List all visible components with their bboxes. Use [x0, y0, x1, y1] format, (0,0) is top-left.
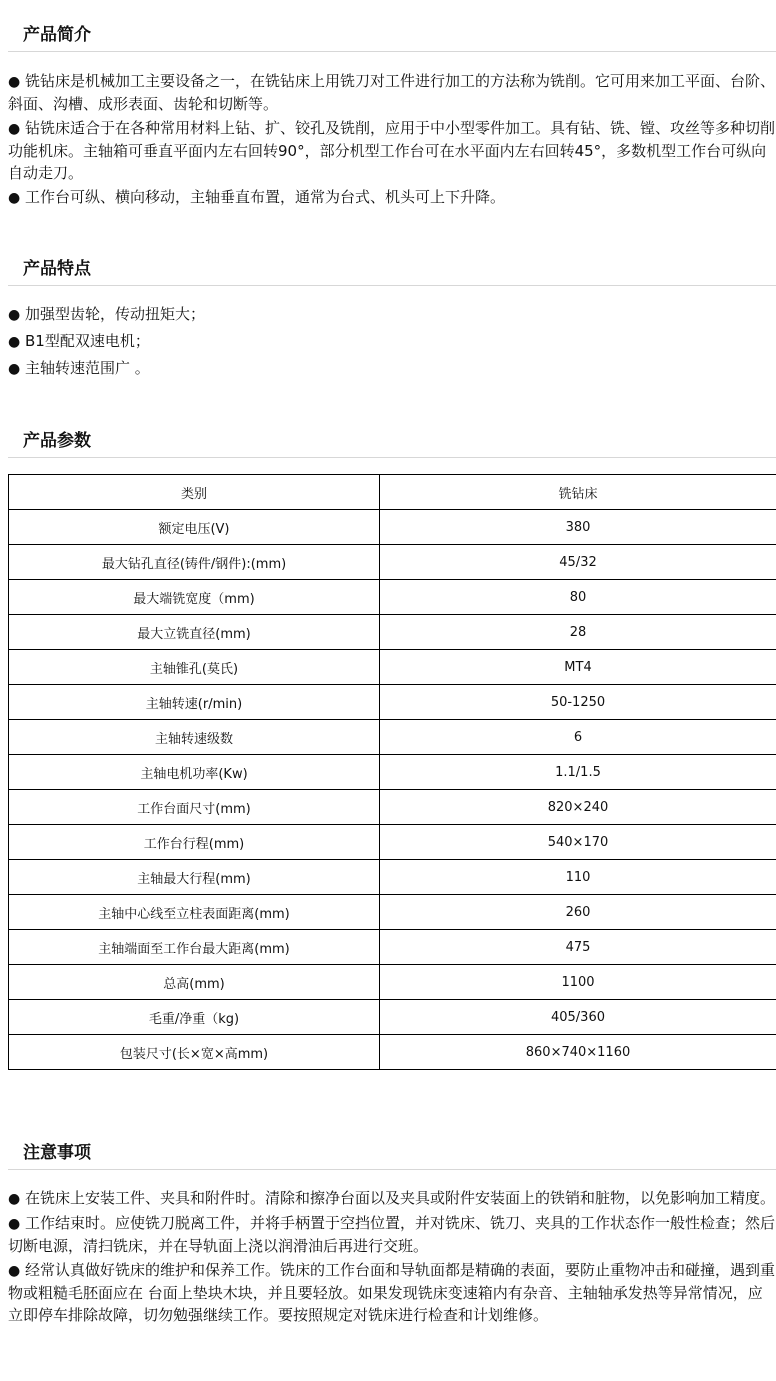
param-value: 475 — [380, 930, 776, 965]
param-value: 50-1250 — [380, 685, 776, 720]
param-label: 主轴转速级数 — [9, 720, 380, 755]
header-cell: 类别 — [9, 475, 380, 510]
table-row — [9, 510, 776, 545]
bullet-icon: ● — [8, 307, 21, 323]
spec-table — [8, 474, 776, 1070]
bullet-icon: ● — [8, 1216, 21, 1232]
param-value: MT4 — [380, 650, 776, 685]
param-label: 主轴锥孔(莫氏) — [9, 650, 380, 685]
intro-section-header — [8, 22, 776, 52]
bullet-icon: ● — [8, 361, 21, 377]
param-value: 820×240 — [380, 790, 776, 825]
features-list — [8, 303, 776, 382]
param-label: 毛重/净重（kg) — [9, 1000, 380, 1035]
note-paragraph-3: ● 经常认真做好铣床的维护和保养工作。铣床的工作台面和导轨面都是精确的表面，要防止重物冲击和碰撞，遇到重物或粗糙毛胚面应在 台面上垫块木块，并且要轻放。如果发现铣床变速箱内有杂音、主轴轴承发热等异常情况，应立即停车排除故障，切勿勉强继续工作。要按照规定对铣床进行检查和计划维修。 — [8, 1261, 776, 1324]
param-value: 540×170 — [380, 825, 776, 860]
notes-paragraphs — [8, 1187, 776, 1328]
header-cell: 铣钻床 — [380, 475, 776, 510]
param-label: 最大立铣直径(mm) — [9, 615, 380, 650]
param-value: 110 — [380, 860, 776, 895]
table-row — [9, 825, 776, 860]
param-label: 额定电压(V) — [9, 510, 380, 545]
param-label: 总高(mm) — [9, 965, 380, 1000]
param-label: 最大钻孔直径(铸件/钢件):(mm) — [9, 545, 380, 580]
table-row — [9, 930, 776, 965]
intro-paragraph-3: ● 工作台可纵、横向移动，主轴垂直布置，通常为台式、机头可上下升降。 — [8, 188, 506, 206]
param-value: 260 — [380, 895, 776, 930]
table-row — [9, 545, 776, 580]
table-row — [9, 615, 776, 650]
bullet-icon: ● — [8, 74, 21, 90]
notes-title: 注意事项 — [23, 1143, 91, 1163]
table-row — [9, 650, 776, 685]
params-section-header — [8, 428, 776, 458]
bullet-icon: ● — [8, 1263, 21, 1279]
param-value: 1.1/1.5 — [380, 755, 776, 790]
table-row — [9, 895, 776, 930]
param-value: 6 — [380, 720, 776, 755]
table-header-row — [9, 475, 776, 510]
bullet-icon: ● — [8, 1191, 21, 1207]
note-paragraph-1: ● 在铣床上安装工件、夹具和附件时。清除和擦净台面以及夹具或附件安装面上的铁销和脏物，以免影响加工精度。 — [8, 1189, 776, 1207]
param-label: 最大端铣宽度（mm) — [9, 580, 380, 615]
param-label: 主轴电机功率(Kw) — [9, 755, 380, 790]
table-row — [9, 1000, 776, 1035]
features-title: 产品特点 — [23, 259, 91, 279]
feature-item: ● B1型配双速电机； — [8, 332, 150, 350]
params-title: 产品参数 — [23, 431, 91, 451]
note-paragraph-2: ● 工作结束时。应使铣刀脱离工件，并将手柄置于空挡位置，并对铣床、铣刀、夹具的工作状态作一般性检查；然后切断电源，清扫铣床，并在导轨面上浇以润滑油后再进行交班。 — [8, 1214, 776, 1255]
bullet-icon: ● — [8, 121, 21, 137]
feature-item: ● 加强型齿轮，传动扭矩大； — [8, 305, 206, 323]
table-row — [9, 1035, 776, 1070]
param-value: 1100 — [380, 965, 776, 1000]
notes-section-header — [8, 1140, 776, 1170]
param-value: 380 — [380, 510, 776, 545]
table-row — [9, 755, 776, 790]
param-value: 860×740×1160 — [380, 1035, 776, 1070]
param-label: 工作台面尺寸(mm) — [9, 790, 380, 825]
param-label: 主轴中心线至立柱表面距离(mm) — [9, 895, 380, 930]
bullet-icon: ● — [8, 190, 21, 206]
param-label: 主轴最大行程(mm) — [9, 860, 380, 895]
param-label: 包装尺寸(长×宽×高mm) — [9, 1035, 380, 1070]
param-label: 主轴端面至工作台最大距离(mm) — [9, 930, 380, 965]
param-label: 工作台行程(mm) — [9, 825, 380, 860]
feature-item: ● 主轴转速范围广 。 — [8, 359, 150, 377]
intro-paragraph-1: ● 铣钻床是机械加工主要设备之一，在铣钻床上用铣刀对工件进行加工的方法称为铣削。它可用来加工平面、台阶、斜面、沟槽、成形表面、齿轮和切断等。 — [8, 72, 776, 113]
intro-title: 产品简介 — [23, 25, 91, 45]
intro-paragraph-2: ● 钻铣床适合于在各种常用材料上钻、扩、铰孔及铣削，应用于中小型零件加工。具有钻、铣、镗、攻丝等多种切削功能机床。主轴箱可垂直平面内左右回转90°，部分机型工作台可在水平面内左右回转45°，多数机型工作台可纵向自动走刀。 — [8, 119, 776, 182]
param-value: 45/32 — [380, 545, 776, 580]
table-row — [9, 685, 776, 720]
table-row — [9, 580, 776, 615]
param-value: 28 — [380, 615, 776, 650]
table-row — [9, 965, 776, 1000]
table-row — [9, 860, 776, 895]
param-value: 80 — [380, 580, 776, 615]
param-label: 主轴转速(r/min) — [9, 685, 380, 720]
table-row — [9, 790, 776, 825]
bullet-icon: ● — [8, 334, 21, 350]
intro-paragraphs — [8, 70, 776, 211]
param-value: 405/360 — [380, 1000, 776, 1035]
features-section-header — [8, 256, 776, 286]
table-row — [9, 720, 776, 755]
